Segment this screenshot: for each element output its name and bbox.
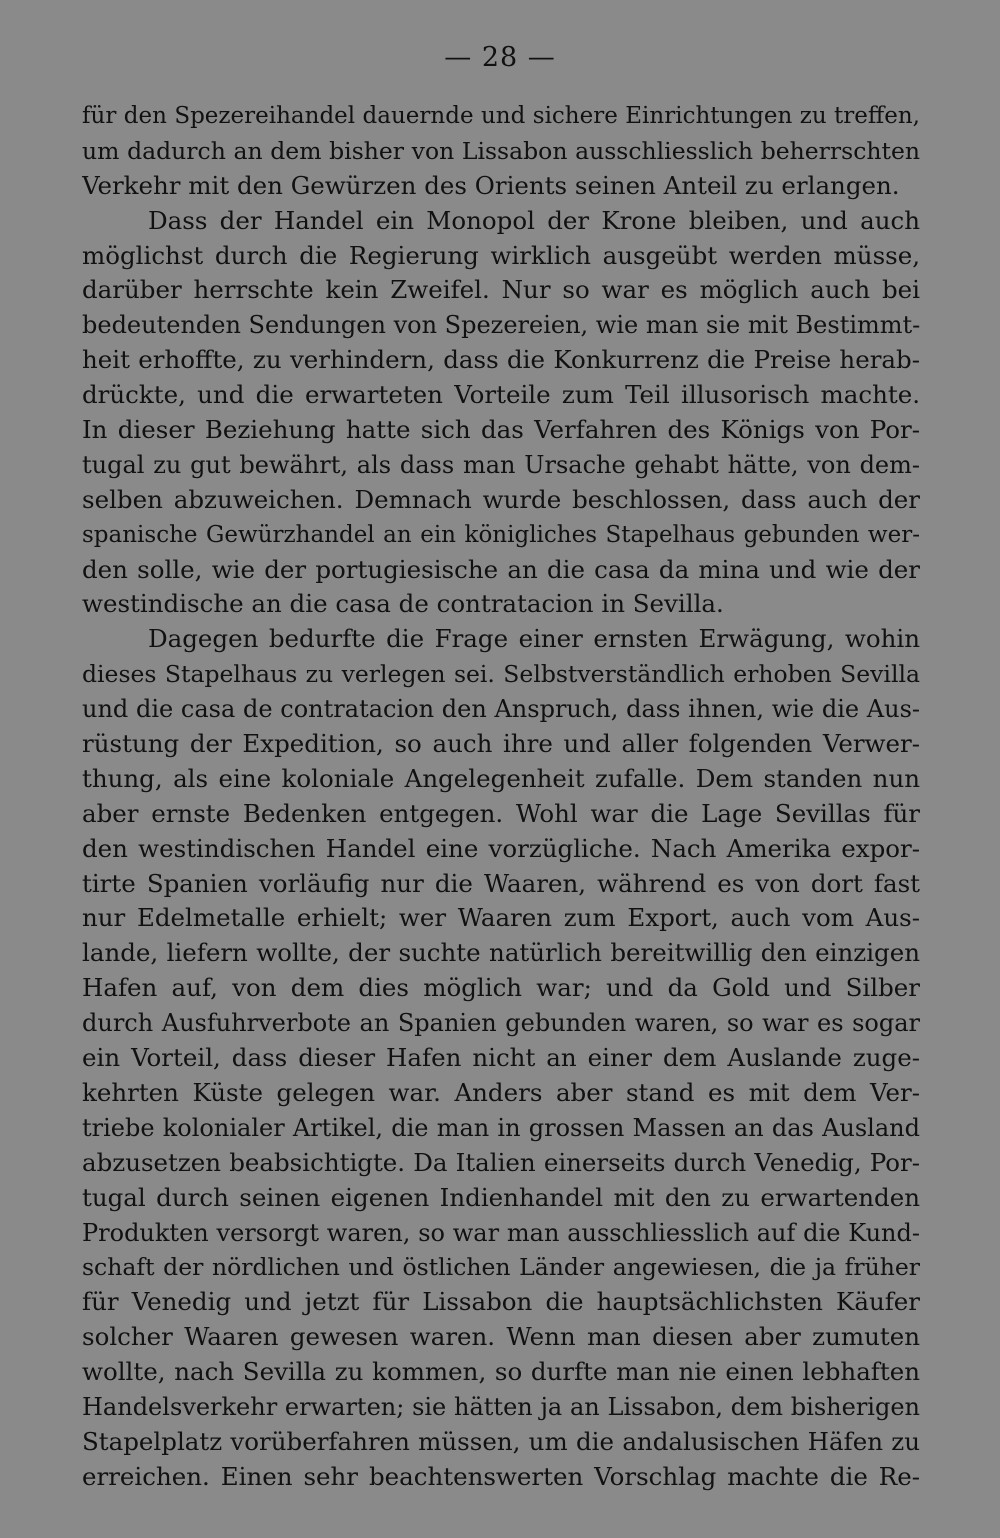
text-line: Dagegen bedurfte die Frage einer ernsten Erwägung, wohin <box>148 624 920 654</box>
text-line: kehrten Küste gelegen war. Anders aber stand es mit dem Ver- <box>82 1077 920 1107</box>
text-line: darüber herrschte kein Zweifel. Nur so war es möglich auch bei <box>82 275 920 305</box>
text-line: lande, liefern wollte, der suchte natürlich bereitwillig den einzigen <box>82 938 920 968</box>
text-line: aber ernste Bedenken entgegen. Wohl war die Lage Sevillas für <box>82 798 920 828</box>
text-line: heit erhoffte, zu verhindern, dass die Konkurrenz die Preise herab- <box>82 345 920 375</box>
text-line: und die casa de contratacion den Anspruch, dass ihnen, wie die Aus- <box>82 695 920 724</box>
text-line: triebe kolonialer Artikel, die man in grossen Massen an das Ausland <box>82 1113 920 1142</box>
text-line: selben abzuweichen. Demnach wurde beschlossen, dass auch der <box>82 484 920 514</box>
text-line: schaft der nördlichen und östlichen Länder angewiesen, die ja früher <box>82 1253 920 1282</box>
text-line: thung, als eine koloniale Angelegenheit zufalle. Dem standen nun <box>82 763 920 793</box>
text-line: um dadurch an dem bisher von Lissabon ausschliesslich beherrschten <box>82 136 920 165</box>
text-line: nur Edelmetalle erhielt; wer Waaren zum Export, auch vom Aus- <box>82 903 920 933</box>
text-line: durch Ausfuhrverbote an Spanien gebunden waren, so war es sogar <box>82 1009 920 1038</box>
text-line: spanische Gewürzhandel an ein königliches Stapelhaus gebunden wer- <box>82 521 920 548</box>
body-text <box>82 99 920 1495</box>
text-line: Verkehr mit den Gewürzen des Orients seinen Anteil zu erlangen. <box>82 170 900 200</box>
text-line: für den Spezereihandel dauernde und sichere Einrichtungen zu treffen, <box>82 103 920 129</box>
text-line: dieses Stapelhaus zu verlegen sei. Selbstverständlich erhoben Sevilla <box>82 660 920 689</box>
text-line: tugal zu gut bewährt, als dass man Ursache gehabt hätte, von dem- <box>82 450 920 479</box>
text-line: für Venedig und jetzt für Lissabon die hauptsächlichsten Käufer <box>82 1287 920 1317</box>
text-line: tirte Spanien vorläufig nur die Waaren, während es von dort fast <box>82 868 920 898</box>
text-line: In dieser Beziehung hatte sich das Verfahren des Königs von Por- <box>82 415 920 445</box>
text-line: Dass der Handel ein Monopol der Krone bleiben, und auch <box>148 205 920 235</box>
text-line: möglichst durch die Regierung wirklich ausgeübt werden müsse, <box>82 240 920 270</box>
text-line: den solle, wie der portugiesische an die casa da mina und wie der <box>82 554 920 584</box>
text-line: Hafen auf, von dem dies möglich war; und da Gold und Silber <box>82 973 920 1003</box>
text-line: ein Vorteil, dass dieser Hafen nicht an einer dem Auslande zuge- <box>82 1043 920 1073</box>
text-line: tugal durch seinen eigenen Indienhandel mit den zu erwartenden <box>82 1182 920 1212</box>
text-line: bedeutenden Sendungen von Spezereien, wie man sie mit Bestimmt- <box>82 311 920 340</box>
text-line: erreichen. Einen sehr beachtenswerten Vorschlag machte die Re- <box>82 1461 920 1491</box>
text-line: rüstung der Expedition, so auch ihre und aller folgenden Verwer- <box>82 729 920 759</box>
text-line: drückte, und die erwarteten Vorteile zum Teil illusorisch machte. <box>82 380 920 410</box>
text-line: abzusetzen beabsichtigte. Da Italien einerseits durch Venedig, Por- <box>82 1147 920 1177</box>
text-line: solcher Waaren gewesen waren. Wenn man diesen aber zumuten <box>82 1322 920 1352</box>
text-line: den westindischen Handel eine vorzügliche. Nach Amerika expor- <box>82 833 920 863</box>
text-line: westindische an die casa de contratacion in Sevilla. <box>82 589 724 619</box>
text-line: Produkten versorgt waren, so war man ausschliesslich auf die Kund- <box>82 1218 920 1247</box>
text-line: Handelsverkehr erwarten; sie hätten ja an Lissabon, dem bisherigen <box>82 1392 920 1421</box>
text-line: Stapelplatz vorüberfahren müssen, um die andalusischen Häfen zu <box>82 1426 920 1456</box>
text-line: wollte, nach Sevilla zu kommen, so durfte man nie einen lebhaften <box>82 1357 920 1387</box>
page-number: — 28 — <box>444 42 556 73</box>
